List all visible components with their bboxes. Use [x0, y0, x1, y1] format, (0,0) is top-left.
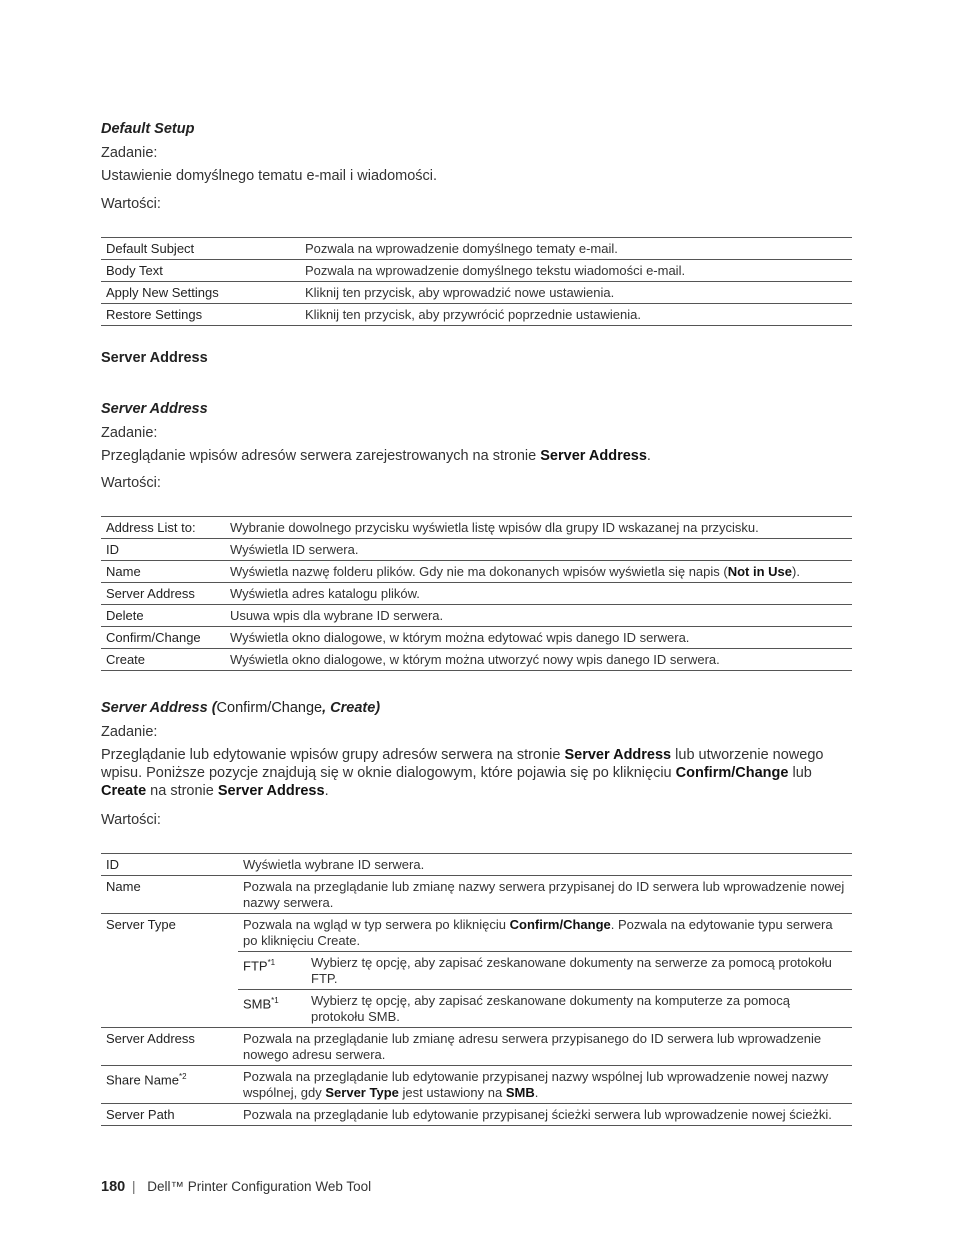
row-name: Create [101, 649, 225, 671]
row-name: ID [101, 539, 225, 561]
page-number: 180 [101, 1179, 126, 1195]
row-name: Delete [101, 605, 225, 627]
row-desc: Kliknij ten przycisk, aby przywrócić poprzednie ustawienia. [300, 304, 852, 326]
option-name [238, 952, 306, 990]
table-row [101, 649, 852, 671]
option-row [238, 990, 852, 1028]
text-emphasis: Not in Use [727, 564, 793, 579]
server-address-dialog-table [101, 853, 852, 1126]
row-desc: Pozwala na przeglądanie lub zmianę nazwy serwera przypisanej do ID serwera lub wprowadzenie nowej nazwy serwera. [238, 876, 852, 914]
row-desc: Wyświetla okno dialogowe, w którym można edytować wpis danego ID serwera. [225, 627, 852, 649]
table-row [101, 260, 852, 282]
text-emphasis: Create [101, 783, 147, 799]
text-emphasis: Confirm/Change [675, 765, 789, 781]
table-row [101, 282, 852, 304]
heading-default-setup: Default Setup [101, 121, 195, 137]
footer-separator: | [131, 1179, 136, 1194]
text: , Create) [322, 700, 381, 716]
server-type-desc [238, 914, 852, 951]
task-label: Zadanie: [101, 425, 158, 441]
text: Pozwala na wgląd w typ serwera po kliknięciu [243, 917, 510, 932]
text: Confirm/Change [216, 700, 323, 716]
table-row [101, 1104, 852, 1126]
table-row [101, 561, 852, 583]
task-label: Zadanie: [101, 724, 158, 740]
table-row [101, 238, 852, 260]
option-desc: Wybierz tę opcję, aby zapisać zeskanowane dokumenty na komputerze za pomocą protokołu SMB. [306, 990, 852, 1028]
values-label: Wartości: [101, 812, 161, 828]
section-title: Server Address [101, 350, 208, 366]
table-row [101, 627, 852, 649]
row-name: ID [101, 854, 238, 876]
text-emphasis: Server Address [540, 448, 647, 464]
row-name: Address List to: [101, 517, 225, 539]
text-emphasis: Server Type [325, 1085, 399, 1100]
text: SMB [243, 996, 272, 1012]
row-desc [238, 914, 852, 1028]
table-row [101, 304, 852, 326]
text: Przeglądanie lub edytowanie wpisów grupy adresów serwera na stronie [101, 747, 565, 763]
text: . [324, 783, 329, 799]
table-row [101, 1028, 852, 1066]
option-desc: Wybierz tę opcję, aby zapisać zeskanowane dokumenty na serwerze za pomocą protokołu FTP. [306, 952, 852, 990]
server-address-table [101, 516, 852, 671]
footnote-mark: *2 [178, 1072, 187, 1081]
row-desc: Wyświetla okno dialogowe, w którym można utworzyć nowy wpis danego ID serwera. [225, 649, 852, 671]
row-name: Default Subject [101, 238, 300, 260]
row-name: Server Address [101, 583, 225, 605]
values-label: Wartości: [101, 196, 161, 212]
footnote-mark: *1 [271, 996, 279, 1005]
text: na stronie [146, 783, 218, 799]
text: Share Name [106, 1072, 179, 1088]
row-name: Restore Settings [101, 304, 300, 326]
task-text [101, 447, 651, 465]
text-emphasis: Confirm/Change [509, 917, 611, 932]
option-row [238, 952, 852, 990]
text: lub utworzenie nowego wpisu. Poniższe pozycje znajdują się w oknie dialogowym, które pojawia się po kliknięciu [101, 747, 824, 781]
text: . [646, 448, 651, 464]
row-name: Server Type [101, 914, 238, 1028]
row-desc: Wyświetla wybrane ID serwera. [238, 854, 852, 876]
row-name: Server Address [101, 1028, 238, 1066]
text: Server Address ( [101, 700, 217, 716]
row-desc: Wyświetla adres katalogu plików. [225, 583, 852, 605]
row-desc: Usuwa wpis dla wybrane ID serwera. [225, 605, 852, 627]
row-desc: Pozwala na wprowadzenie domyślnego tekstu wiadomości e-mail. [300, 260, 852, 282]
text: Pozwala na przeglądanie lub edytowanie przypisanej nazwy wspólnej lub wprowadzenie nowej nazwy wspólnej, gdy [243, 1069, 829, 1100]
table-row [101, 876, 852, 914]
row-desc: Wyświetla ID serwera. [225, 539, 852, 561]
table-row [101, 539, 852, 561]
text-emphasis: Server Address [217, 783, 325, 799]
table-row [101, 605, 852, 627]
footer-title: Dell™ Printer Configuration Web Tool [147, 1179, 372, 1194]
text: lub [788, 765, 812, 781]
text: jest ustawiony na [398, 1085, 506, 1100]
row-name: Body Text [101, 260, 300, 282]
row-name: Server Path [101, 1104, 238, 1126]
row-name: Name [101, 876, 238, 914]
task-text: Ustawienie domyślnego tematu e-mail i wiadomości. [101, 168, 438, 184]
row-desc: Pozwala na wprowadzenie domyślnego tematy e-mail. [300, 238, 852, 260]
table-row [101, 914, 852, 1028]
footnote-mark: *1 [267, 958, 276, 967]
values-label: Wartości: [101, 475, 161, 491]
text: FTP [243, 958, 268, 974]
task-label: Zadanie: [101, 145, 158, 161]
row-name: Apply New Settings [101, 282, 300, 304]
text-emphasis: Server Address [564, 747, 672, 763]
heading-server-address-confirm-create [101, 700, 380, 716]
row-name: Confirm/Change [101, 627, 225, 649]
table-row [101, 517, 852, 539]
option-name [238, 990, 306, 1028]
text: Wyświetla nazwę folderu plików. Gdy nie ma dokonanych wpisów wyświetla się napis ( [230, 564, 728, 579]
table-row [101, 1066, 852, 1104]
row-desc [225, 561, 852, 583]
task-text [101, 746, 841, 800]
text-emphasis: SMB [505, 1085, 535, 1100]
table-row [101, 854, 852, 876]
text: ). [792, 564, 800, 579]
text: . Pozwala na edytowanie typu serwera po kliknięciu Create. [243, 917, 833, 948]
row-name [101, 1066, 238, 1104]
row-desc: Pozwala na przeglądanie lub edytowanie przypisanej ścieżki serwera lub wprowadzenie nowej ścieżki. [238, 1104, 852, 1126]
text: . [534, 1085, 539, 1100]
heading-server-address: Server Address [101, 401, 208, 417]
row-desc [238, 1066, 852, 1104]
server-type-options [238, 951, 852, 1027]
row-desc: Pozwala na przeglądanie lub zmianę adresu serwera przypisanego do ID serwera lub wprowadzenie nowego adresu serwera. [238, 1028, 852, 1066]
row-desc: Wybranie dowolnego przycisku wyświetla listę wpisów dla grupy ID wskazanej na przycisku. [225, 517, 852, 539]
default-setup-table [101, 237, 852, 326]
text: Przeglądanie wpisów adresów serwera zarejestrowanych na stronie [101, 448, 541, 464]
table-row [101, 583, 852, 605]
page-footer [101, 1179, 371, 1195]
row-name: Name [101, 561, 225, 583]
row-desc: Kliknij ten przycisk, aby wprowadzić nowe ustawienia. [300, 282, 852, 304]
